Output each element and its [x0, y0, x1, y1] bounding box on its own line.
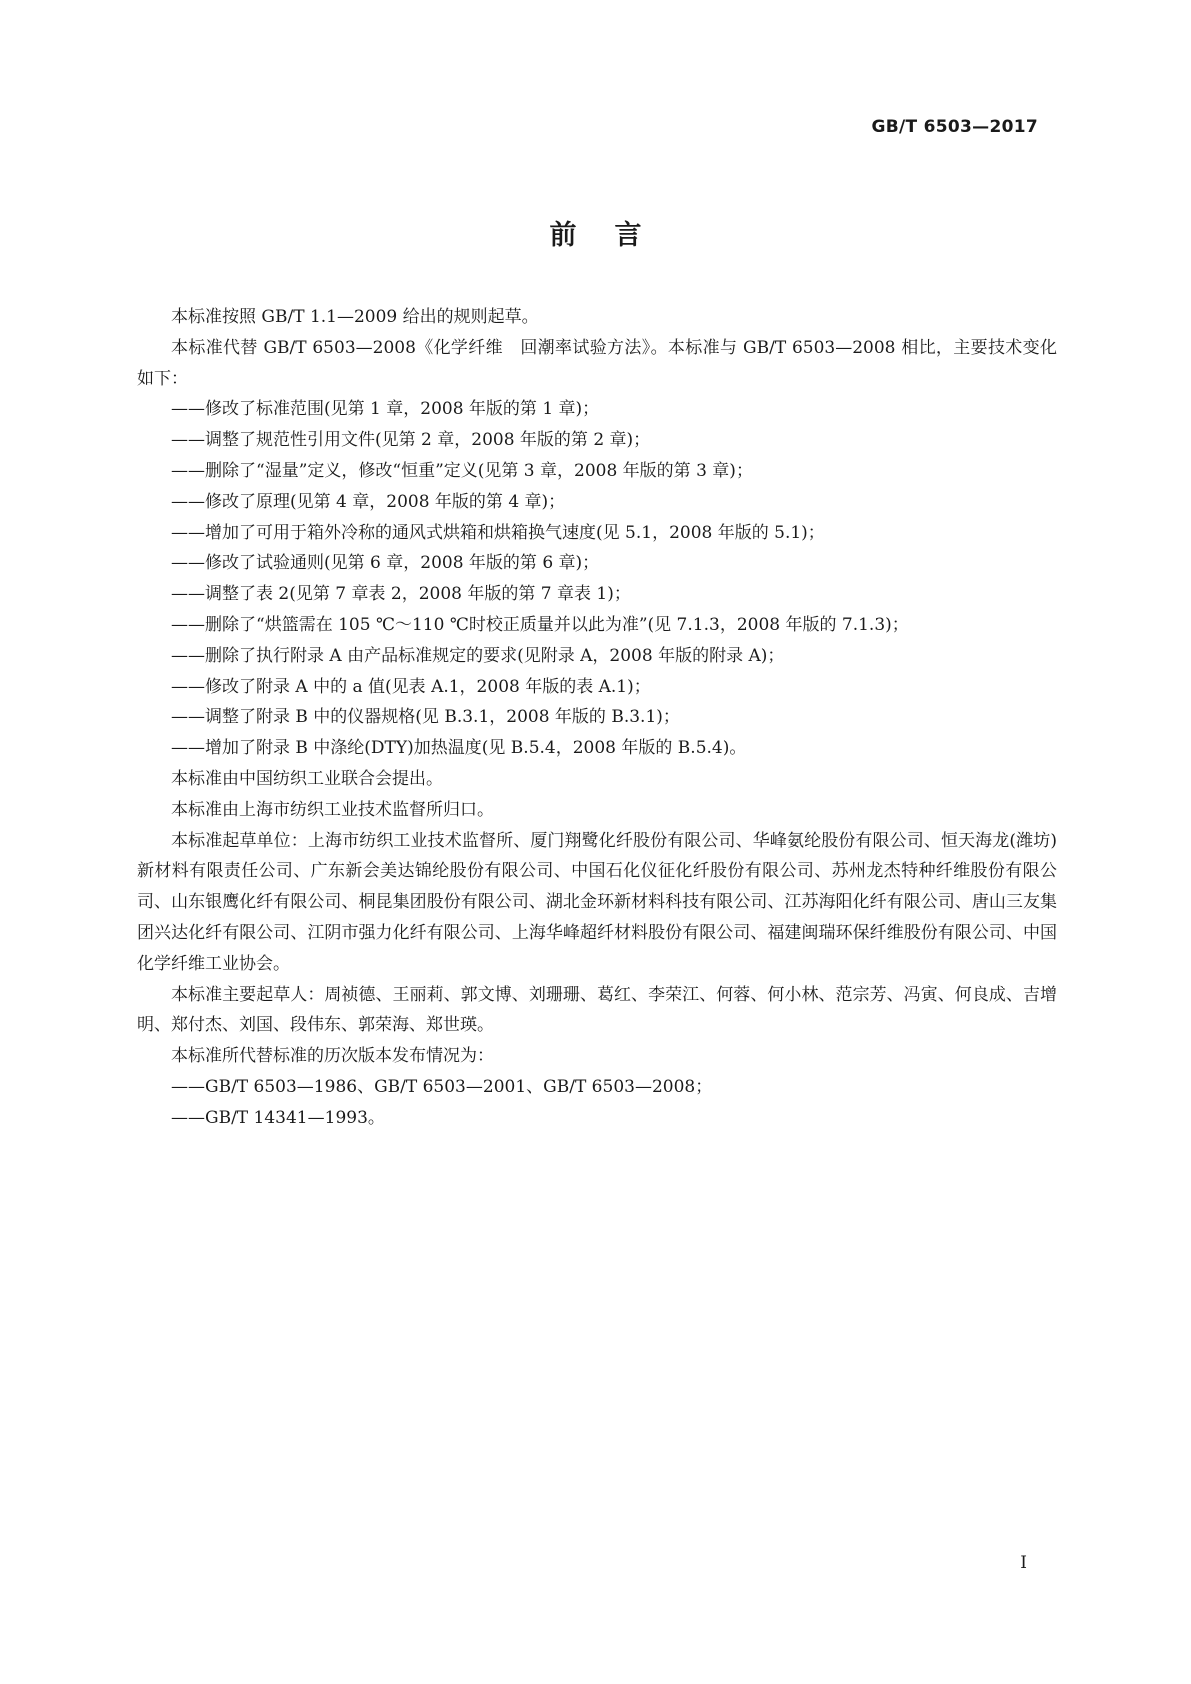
paragraph-drafting-rules: 本标准按照 GB/T 1.1—2009 给出的规则起草。 — [171, 307, 539, 327]
change-item: ——调整了附录 B 中的仪器规格(见 B.3.1，2008 年版的 B.3.1)； — [171, 707, 680, 728]
paragraph-drafters: 本标准主要起草人：周祯德、王丽莉、郭文博、刘珊珊、葛红、李荣江、何蓉、何小林、范宗芳、冯寅、何良成、吉增明、郑付杰、刘国、段伟东、郭荣海、郑世瑛。 — [137, 984, 1057, 1036]
history-item: ——GB/T 6503—1986、GB/T 6503—2001、GB/T 6503—2008； — [171, 1076, 713, 1097]
change-item: ——调整了规范性引用文件(见第 2 章，2008 年版的第 2 章)； — [171, 430, 651, 451]
change-item: ——删除了“烘篮需在 105 ℃～110 ℃时校正质量并以此为准”(见 7.1.3，2008 年版的 7.1.3)； — [171, 614, 909, 635]
page-number: I — [1020, 1553, 1027, 1573]
change-item: ——修改了试验通则(见第 6 章，2008 年版的第 6 章)； — [171, 553, 600, 574]
paragraph-replaces: 本标准代替 GB/T 6503—2008《化学纤维 回潮率试验方法》。本标准与 GB/T 6503—2008 相比，主要技术变化如下： — [137, 337, 1057, 389]
change-item: ——修改了附录 A 中的 a 值(见表 A.1，2008 年版的表 A.1)； — [171, 676, 651, 697]
document-body — [137, 302, 1057, 1134]
history-item: ——GB/T 14341—1993。 — [171, 1107, 385, 1128]
page-title: 前言 — [549, 220, 680, 251]
paragraph-history-intro: 本标准所代替标准的历次版本发布情况为： — [171, 1046, 494, 1067]
standard-code: GB/T 6503—2017 — [871, 117, 1038, 137]
paragraph-centralized-by: 本标准由上海市纺织工业技术监督所归口。 — [171, 799, 494, 820]
change-item: ——增加了附录 B 中涤纶(DTY)加热温度(见 B.5.4，2008 年版的 B.5.4)。 — [171, 738, 747, 759]
change-item: ——增加了可用于箱外冷称的通风式烘箱和烘箱换气速度(见 5.1，2008 年版的 5.1)； — [171, 522, 825, 543]
paragraph-proposed-by: 本标准由中国纺织工业联合会提出。 — [171, 768, 443, 789]
change-item: ——修改了标准范围(见第 1 章，2008 年版的第 1 章)； — [171, 399, 600, 420]
change-item: ——删除了“湿量”定义，修改“恒重”定义(见第 3 章，2008 年版的第 3 章)； — [171, 460, 753, 481]
change-item: ——修改了原理(见第 4 章，2008 年版的第 4 章)； — [171, 491, 566, 512]
change-item: ——调整了表 2(见第 7 章表 2，2008 年版的第 7 章表 1)； — [171, 584, 631, 605]
paragraph-drafting-units: 本标准起草单位：上海市纺织工业技术监督所、厦门翔鹭化纤股份有限公司、华峰氨纶股份有限公司、恒天海龙(潍坊)新材料有限责任公司、广东新会美达锦纶股份有限公司、中国石化仪征化纤股份有限公司、苏州龙杰特种纤维股份有限公司、山东银鹰化纤有限公司、桐昆集团股份有限公司、湖北金环新材料科技有限公司、江苏海阳化纤有限公司、唐山三友集团兴达化纤有限公司、江阴市强力化纤有限公司、上海华峰超纤材料股份有限公司、福建闽瑞环保纤维股份有限公司、中国化学纤维工业协会。 — [137, 830, 1057, 974]
change-item: ——删除了执行附录 A 由产品标准规定的要求(见附录 A，2008 年版的附录 A)； — [171, 645, 785, 666]
